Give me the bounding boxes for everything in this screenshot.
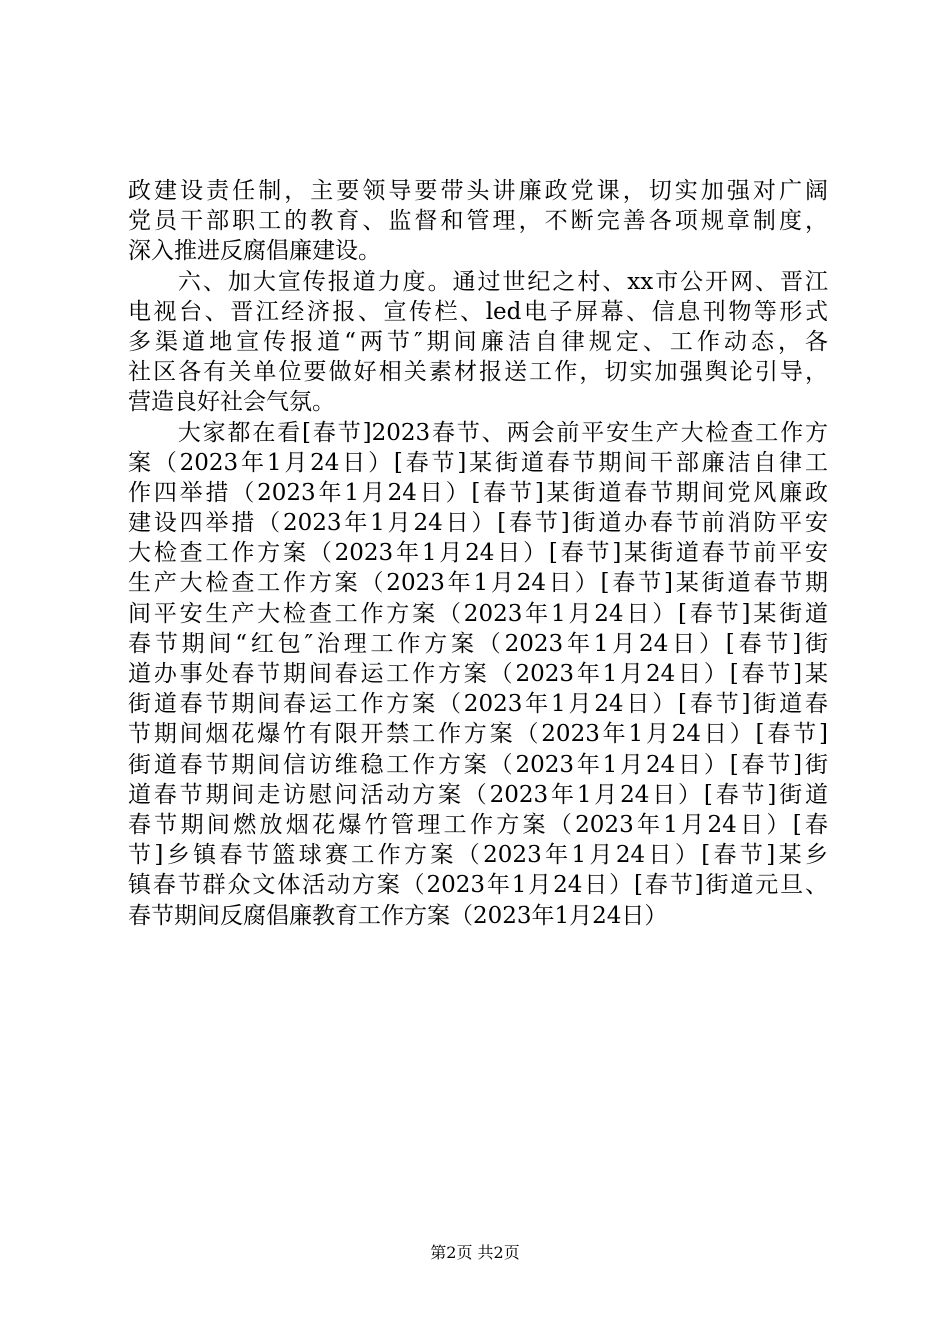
text-line: 电视台、晋江经济报、宣传栏、led电子屏幕、信息刊物等形式 [128, 298, 828, 325]
text-line: 六、加大宣传报道力度。通过世纪之村、xx市公开网、晋江 [128, 268, 828, 295]
page-number-footer: 第2页 共2页 [430, 1243, 520, 1262]
text-line: 镇春节群众文体活动方案（2023年1月24日）[春节]街道元旦、 [128, 872, 828, 899]
text-line: 春节期间“红包″治理工作方案（2023年1月24日）[春节]街 [128, 630, 828, 657]
text-line: 社区各有关单位要做好相关素材报送工作，切实加强舆论引导， [128, 359, 828, 386]
text-line: 间平安生产大检查工作方案（2023年1月24日）[春节]某街道 [128, 600, 828, 627]
text-line: 作四举措（2023年1月24日）[春节]某街道春节期间党风廉政 [128, 479, 828, 506]
text-line: 大家都在看[春节]2023春节、两会前平安生产大检查工作方 [128, 419, 828, 446]
text-line: 节]乡镇春节篮球赛工作方案（2023年1月24日）[春节]某乡 [128, 842, 828, 869]
text-line: 街道春节期间信访维稳工作方案（2023年1月24日）[春节]街 [128, 751, 828, 778]
text-line: 节期间烟花爆竹有限开禁工作方案（2023年1月24日）[春节] [128, 721, 828, 748]
text-line: 春节期间燃放烟花爆竹管理工作方案（2023年1月24日）[春 [128, 811, 828, 838]
text-line: 建设四举措（2023年1月24日）[春节]街道办春节前消防平安 [128, 510, 828, 537]
text-line: 街道春节期间春运工作方案（2023年1月24日）[春节]街道春 [128, 691, 828, 718]
text-line: 案（2023年1月24日）[春节]某街道春节期间干部廉洁自律工 [128, 449, 828, 476]
text-line: 道办事处春节期间春运工作方案（2023年1月24日）[春节]某 [128, 661, 828, 687]
text-line: 政建设责任制，主要领导要带头讲廉政党课，切实加强对广阔 [128, 178, 828, 204]
text-line: 营造良好社会气氛。 [128, 389, 335, 416]
text-line: 大检查工作方案（2023年1月24日）[春节]某街道春节前平安 [128, 540, 828, 567]
text-line: 春节期间反腐倡廉教育工作方案（2023年1月24日） [128, 902, 668, 929]
text-line: 多渠道地宣传报道“两节″期间廉洁自律规定、工作动态，各 [128, 328, 828, 355]
text-line: 生产大检查工作方案（2023年1月24日）[春节]某街道春节期 [128, 570, 828, 597]
text-line: 深入推进反腐倡廉建设。 [128, 238, 381, 265]
text-line: 道春节期间走访慰问活动方案（2023年1月24日）[春节]街道 [128, 781, 828, 808]
document-body [128, 176, 828, 931]
text-line: 党员干部职工的教育、监督和管理，不断完善各项规章制度， [128, 208, 828, 235]
